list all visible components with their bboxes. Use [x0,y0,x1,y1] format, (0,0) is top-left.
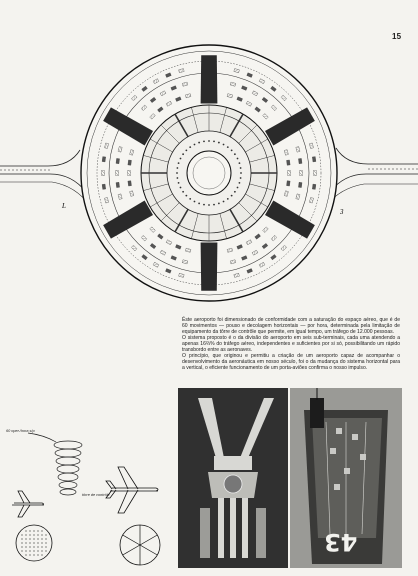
dot-fill [37,538,38,539]
dot-fill [37,534,38,535]
hull-number: 43 [324,528,358,556]
dot-fill [25,546,26,547]
ring-dot [208,204,210,206]
central-core [187,151,231,195]
dot-fill [41,542,42,543]
label-movements: 60 oper./hora s/p [6,429,35,433]
dot-fill [21,550,22,551]
ring-dot [203,140,205,142]
ring-dot [189,198,191,200]
parking-block [128,160,132,165]
dot-fill [41,538,42,539]
ring-dot [231,149,233,151]
label-tower: tôrre de contrôle [82,493,110,497]
terminal-finger [201,55,218,103]
dot-fill [37,554,38,555]
parking-block [298,182,302,187]
ring-dot [182,191,184,193]
photo-aircraft-carrier [290,388,402,568]
plan-label-left: L [62,202,66,210]
ring-dot [213,140,215,142]
dot-fill [21,542,22,543]
dot-fill [37,542,38,543]
ring-dot [231,195,233,197]
parking-block [288,171,291,176]
parking-block [287,181,291,186]
ring-dot [189,146,191,148]
dot-fill [45,538,46,539]
concept-sketch [0,395,172,567]
ring-dot [240,172,242,174]
dot-fill [33,538,34,539]
ring-dot [237,158,239,160]
parking-block [128,171,131,176]
access-road-left [0,150,90,206]
dot-fill [37,530,38,531]
parking-block [312,184,316,189]
dot-fill [29,530,30,531]
dot-fill [33,546,34,547]
division-pie-icon [120,525,160,565]
dot-fill [21,534,22,535]
ring-dot [185,149,187,151]
ring-dot [234,191,236,193]
paragraph-3: O princípio, que originou e permitiu a criação de um aeroporto capaz de acompanhar o desenvolvimento da aeronáutica em nosso século, foi o da mudança do sistema horizontal para a vertical, o eficiente funcionamento de um porta-aviões confirma o nosso impulso. [182,353,400,371]
dot-fill [33,550,34,551]
ring-dot [240,167,242,169]
ring-dot [178,182,180,184]
airport-plan-drawing [0,40,418,310]
dot-fill [25,554,26,555]
ring-dot [203,204,205,206]
dot-fill [29,538,30,539]
parking-block [102,184,106,189]
dot-fill [41,554,42,555]
dot-fill [29,534,30,535]
ring-dot [178,162,180,164]
dot-fill [25,534,26,535]
ring-dot [240,177,242,179]
parking-block [116,182,120,187]
body-text [182,317,400,371]
dot-fill [25,530,26,531]
dot-fill [29,554,30,555]
ring-dot [185,195,187,197]
ring-dot [198,203,200,205]
ring-dot [180,187,182,189]
parking-block [314,171,317,176]
ring-dot [176,167,178,169]
parking-block [102,157,106,162]
ring-dot [223,201,225,203]
dot-fill [21,546,22,547]
dot-fill [37,546,38,547]
ring-dot [194,144,196,146]
dot-fill [37,550,38,551]
dot-fill [33,542,34,543]
dot-fill [41,530,42,531]
parking-block [128,181,132,186]
ring-dot [227,198,229,200]
ring-dot [237,187,239,189]
dot-fill [33,534,34,535]
dot-fill [41,534,42,535]
dot-fill [33,554,34,555]
dot-fill [21,538,22,539]
parking-block [298,158,302,163]
ring-dot [234,153,236,155]
ring-dot [194,201,196,203]
dot-fill [33,530,34,531]
parking-block [116,158,120,163]
parking-block [312,157,316,162]
parking-block [287,160,291,165]
dot-fill [45,550,46,551]
ring-dot [239,182,241,184]
paragraph-1: Êste aeroporto foi dimensionado de conformidade com a saturação do espaço aéreo, que é de 60 movimentos — pouso e decolagem horizontais — por hora, determinada pela limitação de equipamento da tôrre de contrôle que permite, em igual tempo, um tráfego de 12.000 pessoas. [182,317,400,335]
page-number: 15 [392,32,402,41]
dot-fill [45,546,46,547]
ring-dot [208,140,210,142]
ring-dot [227,146,229,148]
dot-fill [45,542,46,543]
ring-dot [198,142,200,144]
ring-dot [223,144,225,146]
dot-fill [29,542,30,543]
ring-dot [218,203,220,205]
dot-fill [41,550,42,551]
airplane-small-icon [12,491,44,517]
airplane-large-icon [106,467,158,513]
dot-fill [41,546,42,547]
dot-fill [29,550,30,551]
ring-dot [218,142,220,144]
ring-dot [176,172,178,174]
paragraph-2: O sistema proposto é o da divisão do aeroporto em seis sub-terminais, cada uma atendendo a apenas 16⅔% do tráfego aéreo, independentes e suficientes por si só, possibilitando um rápido transbordo entre as aeronaves. [182,335,400,353]
access-road-right [326,148,418,206]
ring-dot [176,177,178,179]
dot-fill [25,542,26,543]
plan-label-right: 3 [340,208,344,216]
dot-fill [45,534,46,535]
parking-block [300,171,303,176]
dotted-circle-icon [16,525,52,561]
terminal-finger [201,242,218,290]
dot-fill [25,550,26,551]
ring-dot [239,162,241,164]
spiral-icon [28,433,82,495]
ring-dot [182,153,184,155]
parking-block [116,171,119,176]
ring-dot [213,204,215,206]
dot-fill [25,538,26,539]
parking-block [102,171,105,176]
photo-airport-model [178,388,288,568]
ring-dot [180,158,182,160]
dot-fill [29,546,30,547]
